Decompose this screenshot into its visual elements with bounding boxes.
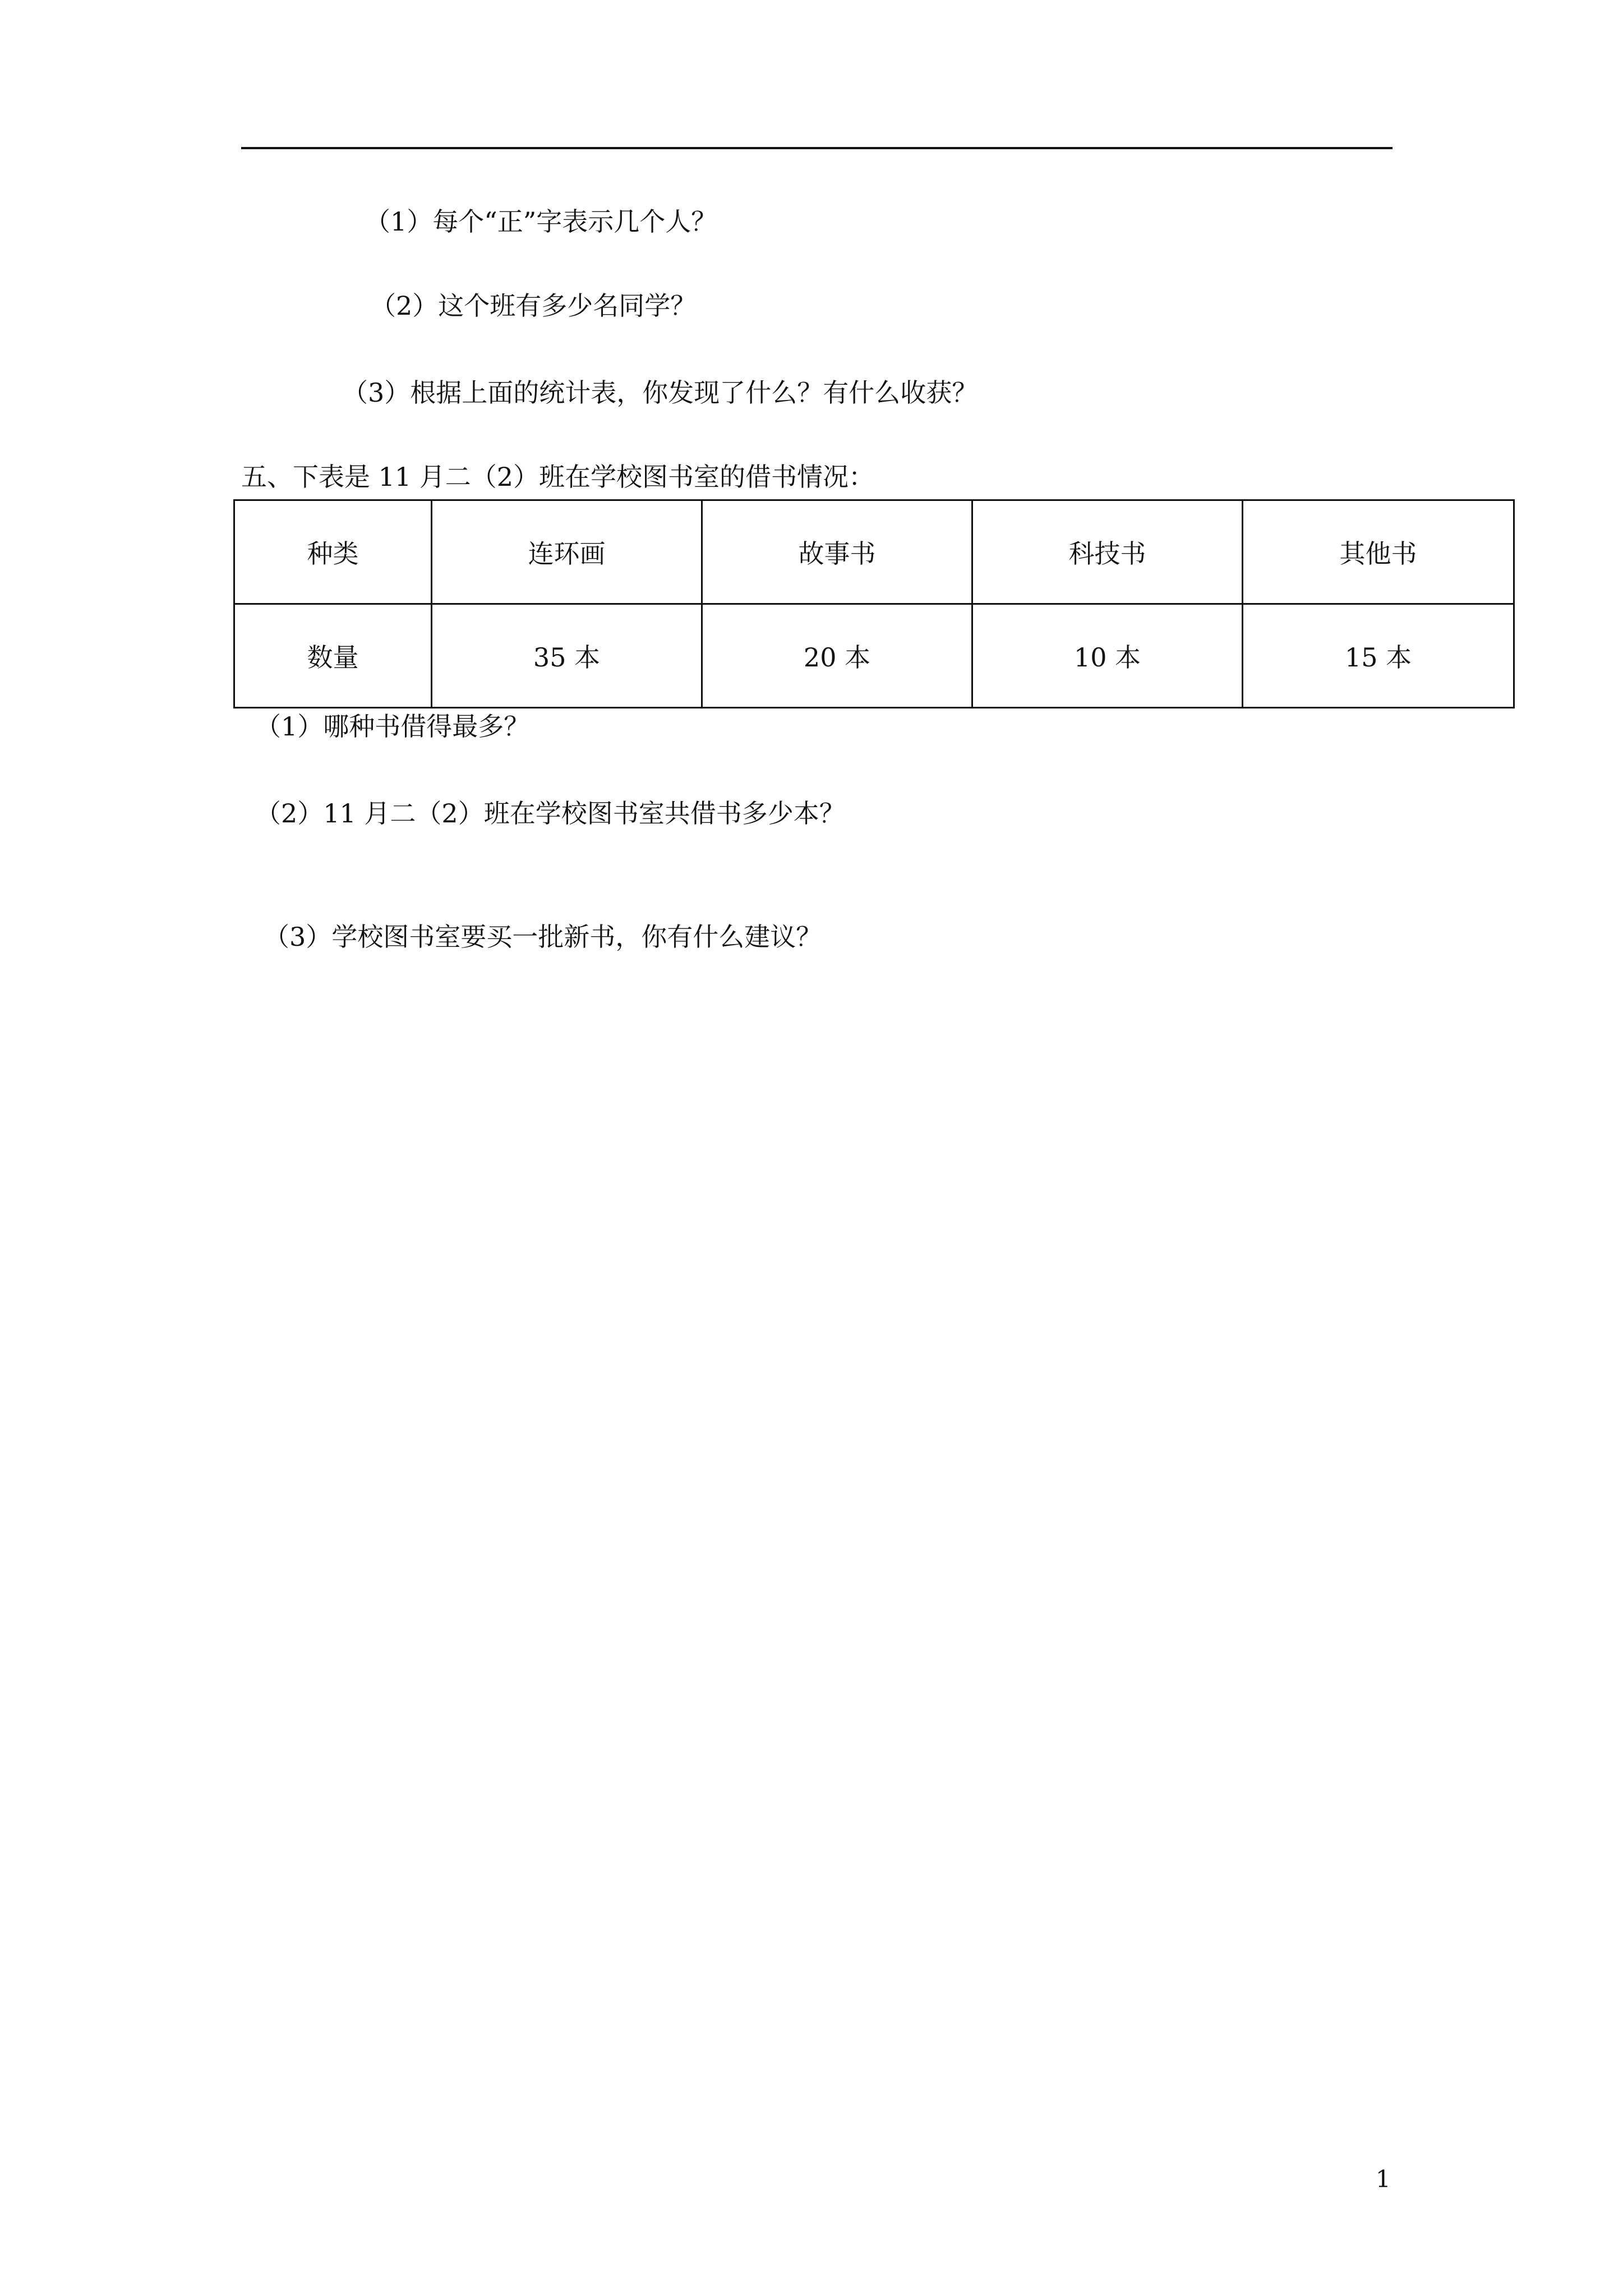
table-cell: 10 本: [972, 604, 1243, 708]
table-cell: 20 本: [702, 604, 972, 708]
section-five-heading: 五、下表是 11 月二（2）班在学校图书室的借书情况：: [241, 462, 875, 492]
table-row: [234, 604, 1514, 708]
table-cell: 故事书: [702, 500, 972, 604]
question-suggestion: （3）学校图书室要买一批新书，你有什么建议？: [264, 922, 822, 952]
book-borrowing-table: [233, 499, 1515, 708]
table-cell: 其他书: [1243, 500, 1514, 604]
page-number: 1: [1376, 2165, 1391, 2193]
table-cell: 数量: [234, 604, 432, 708]
table-cell: 种类: [234, 500, 432, 604]
table-header-row: [234, 500, 1514, 604]
question-most-borrowed: （1）哪种书借得最多？: [255, 711, 530, 742]
table-cell: 科技书: [972, 500, 1243, 604]
question-class-size: （2）这个班有多少名同学？: [370, 291, 697, 321]
table-cell: 35 本: [432, 604, 702, 708]
question-total-books: （2）11 月二（2）班在学校图书室共借书多少本？: [255, 798, 845, 829]
header-rule: [241, 147, 1393, 149]
table-cell: 15 本: [1243, 604, 1514, 708]
question-zheng-count: （1）每个“正”字表示几个人？: [365, 206, 717, 237]
table-cell: 连环画: [432, 500, 702, 604]
question-findings: （3）根据上面的统计表，你发现了什么？有什么收获？: [342, 378, 978, 408]
